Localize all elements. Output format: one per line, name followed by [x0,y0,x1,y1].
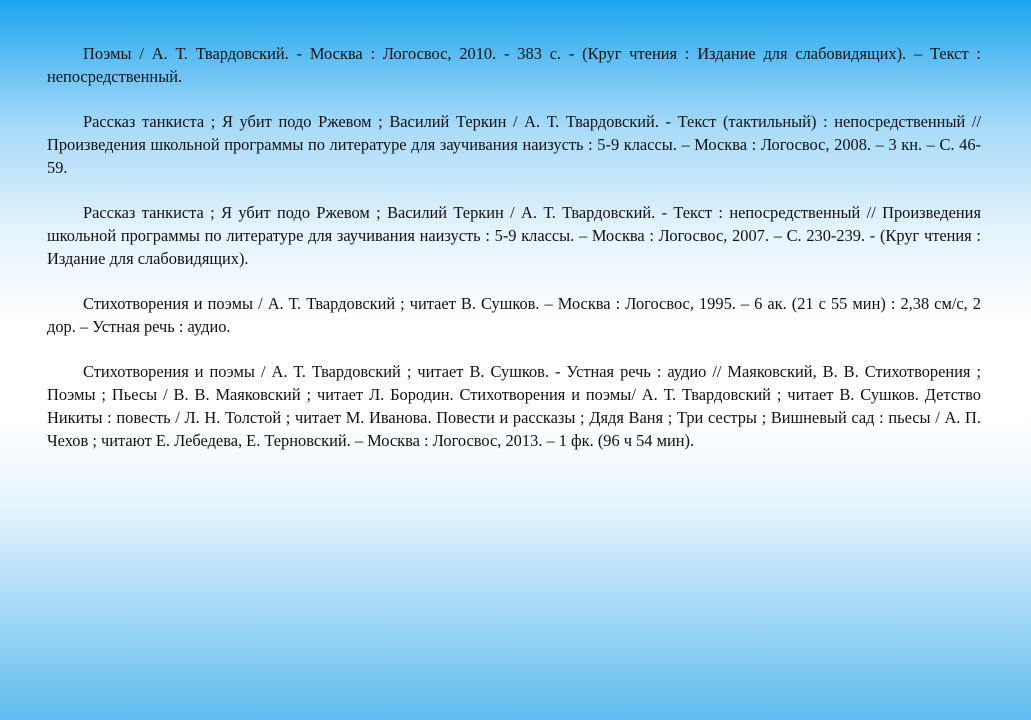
bibliography-list [47,42,981,474]
bibliography-entry: Рассказ танкиста ; Я убит подо Ржевом ; Василий Теркин / А. Т. Твардовский. - Текст : непосредственный // Произведения школьной программы по литературе для заучивания наизусть : 5-9 классы. – Москва : Логосвос, 2007. – С. 230-239. - (Круг чтения : Издание для слабовидящих). [47,203,981,268]
bibliography-entry: Стихотворения и поэмы / А. Т. Твардовский ; читает В. Сушков. - Устная речь : аудио // Маяковский, В. В. Стихотворения ; Поэмы ; Пьесы / В. В. Маяковский ; читает Л. Бородин. Стихотворения и поэмы/ А. Т. Твардовский ; читает В. Сушков. Детство Никиты : повесть / Л. Н. Толстой ; читает М. Иванова. Повести и рассказы ; Дядя Ваня ; Три сестры ; Вишневый сад : пьесы / А. П. Чехов ; читают Е. Лебедева, Е. Терновский. – Москва : Логосвос, 2013. – 1 фк. (96 ч 54 мин). [47,362,981,450]
bibliography-entry: Стихотворения и поэмы / А. Т. Твардовский ; читает В. Сушков. – Москва : Логосвос, 1995. – 6 ак. (21 с 55 мин) : 2,38 см/с, 2 дор. – Устная речь : аудио. [47,294,981,336]
bibliography-entry: Поэмы / А. Т. Твардовский. - Москва : Логосвос, 2010. - 383 с. - (Круг чтения : Издание для слабовидящих). – Текст : непосредственный. [47,44,981,86]
bibliography-entry: Рассказ танкиста ; Я убит подо Ржевом ; Василий Теркин / А. Т. Твардовский. - Текст (тактильный) : непосредственный // Произведения школьной программы по литературе для заучивания наизусть : 5-9 классы. – Москва : Логосвос, 2008. – 3 кн. – С. 46-59. [47,112,981,177]
